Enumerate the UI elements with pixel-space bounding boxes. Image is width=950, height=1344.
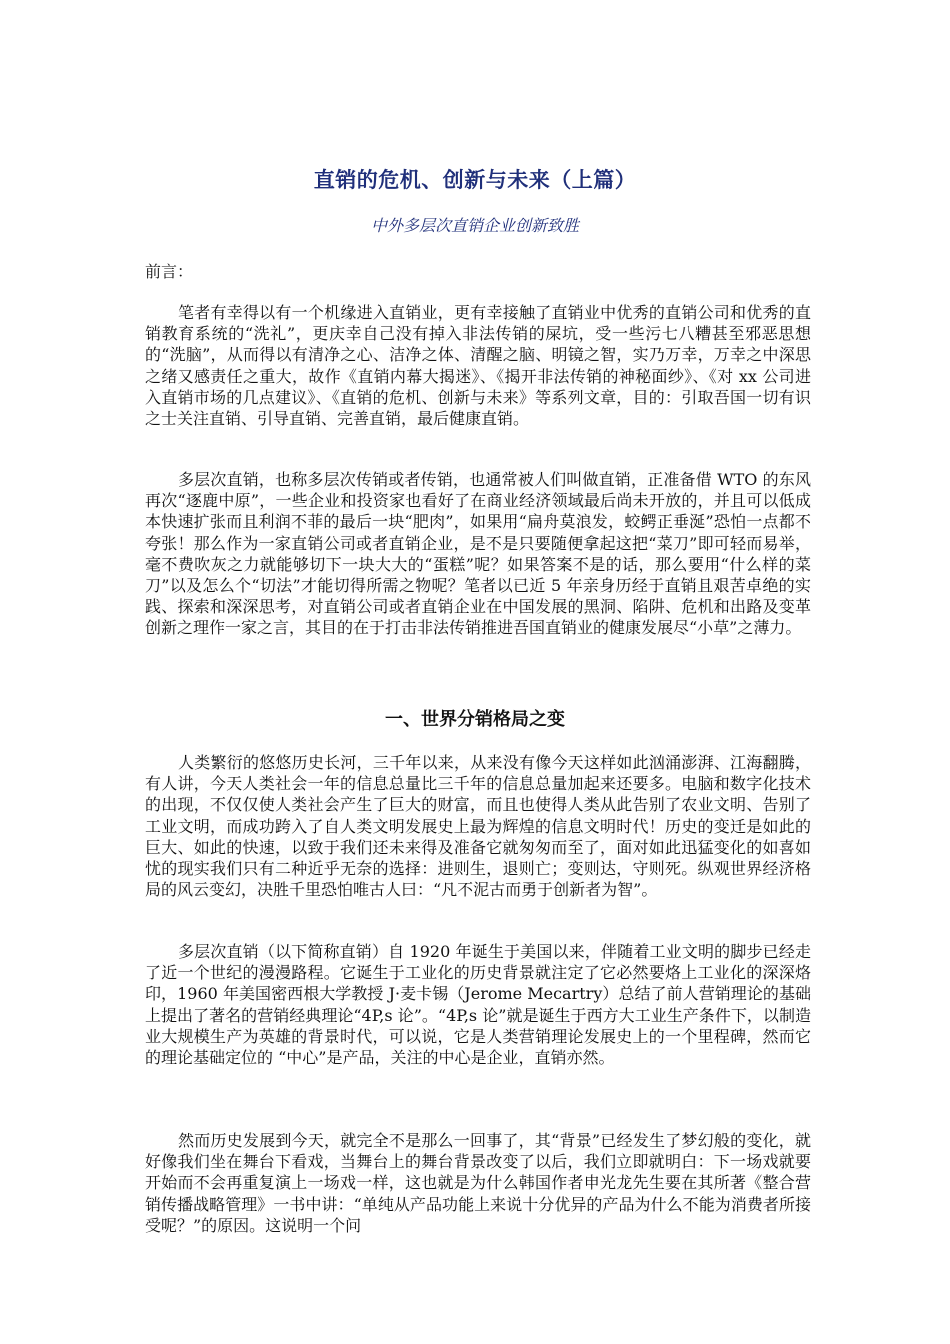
section-paragraph-2: 多层次直销（以下简称直销）自 1920 年诞生于美国以来，伴随着工业文明的脚步已经走了近一个世纪的漫漫路程。它诞生于工业化的历史背景就注定了它必然要烙上工业化的深深烙印，1960 年美国密西根大学教授 J·麦卡锡（Jerome Mecartry）总结了前人营销理论的基础上提出了著名的营销经典理论“4P,s 论”。“4P,s 论”就是诞生于西方大工业生产条件下，以制造业大规模生产为英雄的背景时代，可以说，它是人类营销理论发展史上的一个里程碑，然而它的理论基础定位的 “中心”是产品，关注的中心是企业，直销亦然。 <box>145 942 811 1068</box>
section-heading: 一、世界分销格局之变 <box>385 709 565 730</box>
document-subtitle: 中外多层次直销企业创新致胜 <box>370 216 579 235</box>
preface-paragraph-2: 多层次直销，也称多层次传销或者传销，也通常被人们叫做直销，正准备借 WTO 的东风再次“逐鹿中原”，一些企业和投资家也看好了在商业经济领域最后尚未开放的，并且可以低成本快速扩张而且利润不菲的最后一块“肥肉”，如果用“扁舟莫浪发，蛟鳄正垂涎”恐怕一点都不夸张！那么作为一家直销公司或者直销企业，是不是只要随便拿起这把“菜刀”即可轻而易举，毫不费吹灰之力就能够切下一块大大的“蛋糕”呢？如果答案不是的话，那么要用“什么样的菜刀”以及怎么个“切法”才能切得所需之物呢？笔者以已近 5 年亲身历经于直销且艰苦卓绝的实践、探索和深深思考，对直销公司或者直销企业在中国发展的黑洞、陷阱、危机和出路及变革创新之理作一家之言，其目的在于打击非法传销推进吾国直销业的健康发展尽“小草”之薄力。 <box>145 470 811 638</box>
document-title: 直销的危机、创新与未来（上篇） <box>313 168 637 192</box>
section-paragraph-3: 然而历史发展到今天，就完全不是那么一回事了，其“背景”已经发生了梦幻般的变化，就好像我们坐在舞台下看戏，当舞台上的舞台背景改变了以后，我们立即就明白：下一场戏就要开始而不会再重复演上一场戏一样，这也就是为什么韩国作者申光龙先生要在其所著《整合营销传播战略管理》一书中讲：“单纯从产品功能上来说十分优异的产品为什么不能为消费者所接受呢？”的原因。这说明一个问 <box>145 1131 811 1235</box>
preface-label: 前言： <box>145 262 194 281</box>
preface-paragraph-1: 笔者有幸得以有一个机缘进入直销业，更有幸接触了直销业中优秀的直销公司和优秀的直销教育系统的“洗礼”，更庆幸自己没有掉入非法传销的屎坑，受一些污七八糟甚至邪恶思想的“洗脑”，从而得以有清净之心、洁净之体、清醒之脑、明镜之智，实乃万幸，万幸之中深思之绪又感责任之重大，故作《直销内幕大揭迷》、《揭开非法传销的神秘面纱》、《对 xx 公司进入直销市场的几点建议》、《直销的危机、创新与未来》等系列文章，目的：引取吾国一切有识之士关注直销、引导直销、完善直销，最后健康直销。 <box>145 303 811 429</box>
section-paragraph-1: 人类繁衍的悠悠历史长河，三千年以来，从来没有像今天这样如此汹涌澎湃、江海翻腾，有人讲，今天人类社会一年的信息总量比三千年的信息总量加起来还要多。电脑和数字化技术的出现，不仅仅使人类社会产生了巨大的财富，而且也使得人类从此告别了农业文明、告别了工业文明，而成功跨入了自人类文明发展史上最为辉煌的信息文明时代！历史的变迁是如此的巨大、如此的快速，以致于我们还未来得及准备它就匆匆而至了，面对如此迅猛变化的如喜如忧的现实我们只有二种近乎无奈的选择：进则生，退则亡；变则达，守则死。纵观世界经济格局的风云变幻，决胜千里恐怕唯古人曰：“凡不泥古而勇于创新者为智”。 <box>145 753 811 900</box>
